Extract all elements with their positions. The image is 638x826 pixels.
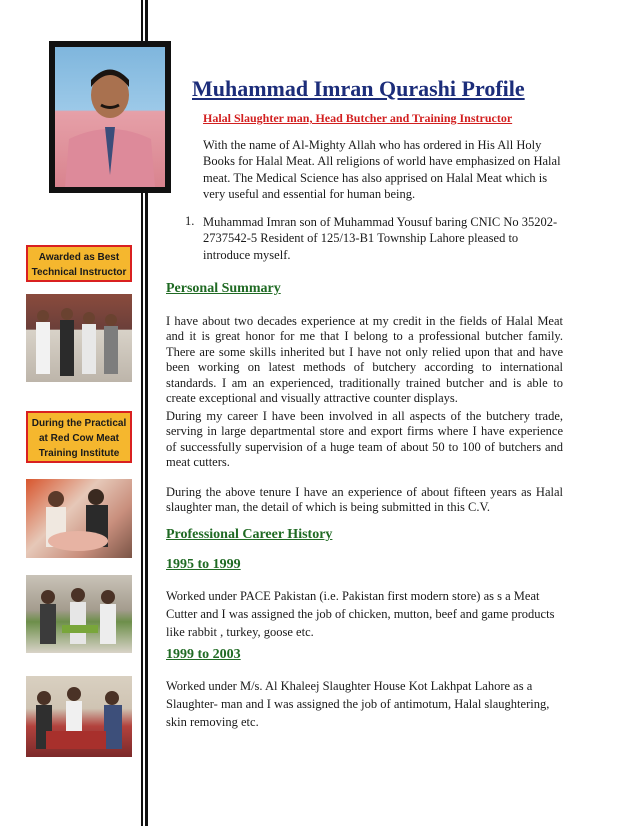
career-period-2: 1999 to 2003 — [166, 647, 241, 662]
career-text-1: Worked under PACE Pakistan (i.e. Pakistan first modern store) as s a Meat Cutter and I was assigned the job of chicken, mutton, beef and game products like rabbit , turkey, goose etc. — [166, 589, 555, 639]
summary-paragraph-1: I have about two decades experience at my credit in the fields of Halal Meat and it is great honor for me that I belong to a professional butcher family. There are some skills inherited but I have not only relied upon that and have been working on latest methods of butchery according to international standards. I am an experienced, traditionally trained butcher and is able to create exceptional and visually attractive counter displays. — [166, 314, 563, 406]
training-photo-3 — [26, 676, 132, 757]
award-badge: Awarded as Best Technical Instructor — [26, 245, 132, 282]
page-subtitle: Halal Slaughter man, Head Butcher and Training Instructor — [203, 111, 513, 125]
intro-paragraph: With the name of Al-Mighty Allah who has ordered in His All Holy Books for Halal Meat. All religions of world have emphasized on Halal meat. The Medical Science has also apprised on Halal Meat which is very useful and essential for human being. — [203, 138, 561, 201]
training-photo-1 — [26, 479, 132, 558]
list-number: 1. — [185, 214, 195, 228]
training-badge: During the Practical at Red Cow Meat Training Institute — [26, 411, 132, 463]
list-item: Muhammad Imran son of Muhammad Yousuf baring CNIC No 35202-2737542-5 Resident of 125/13-B1 Township Lahore pleased to introduce myself. — [203, 215, 558, 262]
training-photo-2 — [26, 575, 132, 653]
career-history-heading: Professional Career History — [166, 527, 333, 542]
career-period-1: 1995 to 1999 — [166, 557, 241, 572]
page-title: Muhammad Imran Qurashi Profile — [192, 76, 525, 101]
career-text-2: Worked under M/s. Al Khaleej Slaughter House Kot Lakhpat Lahore as a Slaughter- man and I was assigned the job of antimotum, Halal slaughtering, skin removing etc. — [166, 679, 550, 729]
summary-paragraph-2: During my career I have been involved in all aspects of the butchery trade, serving in large departmental store and export firms where I have experience of successfully supervision of a huge team of about 50 to 100 of butchers and meat cutters. — [166, 409, 563, 470]
award-photo — [26, 294, 132, 382]
personal-summary-heading: Personal Summary — [166, 281, 281, 296]
person-portrait-icon — [55, 47, 165, 187]
profile-photo — [55, 47, 165, 187]
profile-photo-frame — [49, 41, 171, 193]
summary-paragraph-3: During the above tenure I have an experience of about fifteen years as Halal slaughter man, the detail of which is being submitted in this C.V. — [166, 485, 563, 515]
